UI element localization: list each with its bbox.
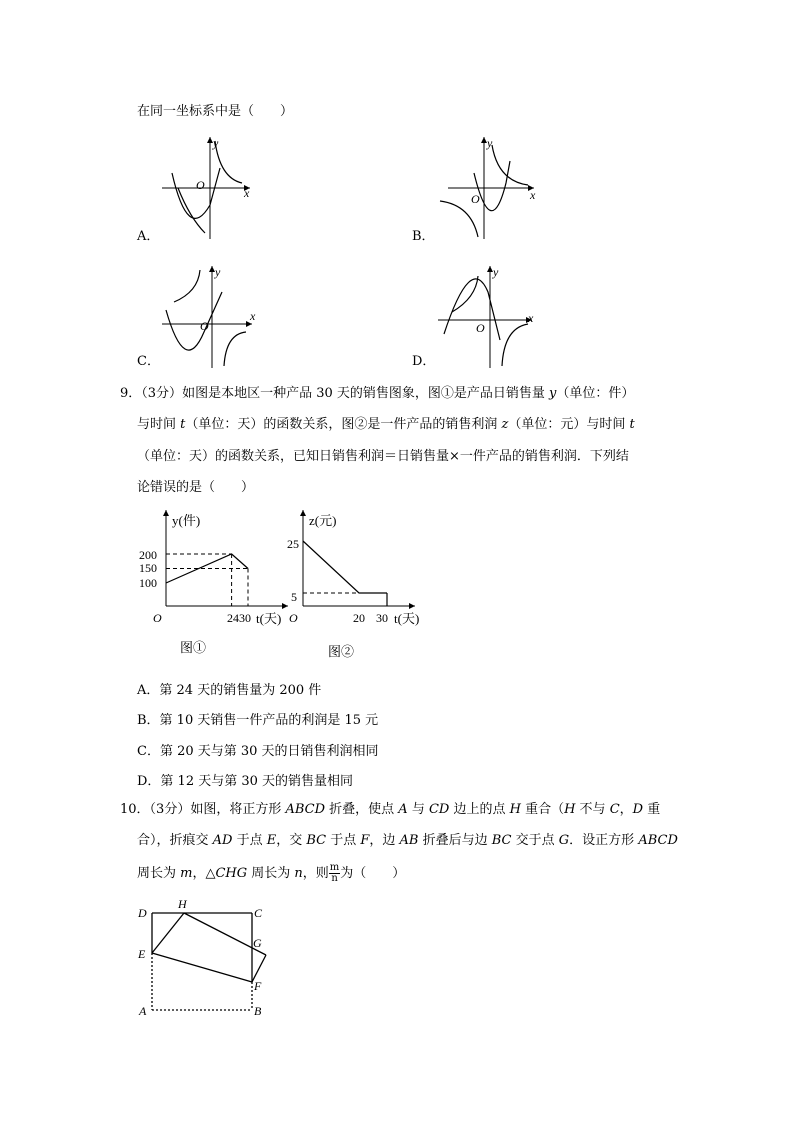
q10-figure (132, 895, 282, 1025)
chart1-ytick-100: 100 (139, 576, 157, 590)
q8a-y-label: y (213, 136, 219, 150)
q10-l2g: 交于点 (511, 833, 559, 848)
q8d-x-label: x (528, 311, 534, 325)
chart2-origin: O (289, 611, 298, 625)
q10-l2-abcd: ABCD (638, 833, 678, 848)
q10-l2-bc: BC (306, 833, 327, 848)
q10-label-d: D (138, 906, 147, 920)
q9-chart2-caption: 图② (328, 645, 355, 660)
q10-label-h: H (178, 897, 187, 911)
q10-l1d: 边上的点 (449, 802, 510, 817)
q10-l2a: 合），折痕交 (137, 833, 213, 848)
chart2-xtick-20: 20 (353, 611, 365, 625)
q10-l1f: 不与 (575, 802, 610, 817)
q10-l2h: ．设正方形 (569, 833, 639, 848)
q9-var-t2: t (629, 417, 635, 432)
q10-l1-h2: H (564, 802, 576, 817)
q10-l1-cd: CD (428, 802, 450, 817)
q10-l3b: ，△ (192, 866, 216, 881)
q10-points: （3分） (149, 802, 191, 817)
q8-graph-b (436, 133, 546, 241)
q9-number: 9． (120, 386, 142, 401)
fold-ef (152, 953, 252, 982)
chart2-series-line (303, 541, 387, 593)
q10-l1-h: H (509, 802, 521, 817)
q8b-x-label: x (530, 188, 536, 202)
q9-line1-b: （单位：件） (556, 386, 635, 401)
q10-l2c: ，交 (276, 833, 307, 848)
chart1-xlabel: t(天) (256, 611, 282, 626)
chart1-ytick-150: 150 (139, 561, 157, 575)
q9-option-c: C．第 20 天与第 30 天的日销售利润相同 (137, 744, 379, 759)
q10-l3-n: n (294, 866, 303, 881)
q10-label-e: E (138, 947, 146, 961)
q10-l3e: 为（ ） (340, 866, 406, 881)
q9-line2-c: （单位：元）与时间 (508, 417, 630, 432)
q10-l2-ad: AD (212, 833, 233, 848)
q10-frac-num: m (329, 862, 340, 873)
q10-fraction (329, 863, 340, 884)
q9-option-b: B．第 10 天销售一件产品的利润是 15 元 (137, 713, 379, 728)
q10-l1b: 折叠，使点 (325, 802, 399, 817)
q10-l3c: 周长为 (247, 866, 295, 881)
q10-label-a: A (139, 1004, 147, 1018)
q9-line1 (120, 387, 634, 400)
q10-l2f: 折叠后与边 (418, 833, 492, 848)
q9-option-a: A．第 24 天的销售量为 200 件 (137, 683, 322, 698)
q10-line2 (137, 834, 678, 847)
fold-eh (152, 913, 184, 953)
q10-l3-chg: CHG (215, 866, 248, 881)
chart2-xlabel: t(天) (394, 611, 420, 626)
q10-label-b: B (254, 1004, 262, 1018)
chart1-xtick: 2430 (227, 611, 251, 625)
q9-var-t1: t (180, 417, 186, 432)
chart2-ytick-25: 25 (287, 537, 299, 551)
q8c-origin-label: O (200, 319, 209, 333)
q10-label-f: F (254, 979, 262, 993)
q10-l1h: 重 (643, 802, 661, 817)
q8d-y-label: y (493, 265, 499, 279)
q10-l2-f: F (360, 833, 370, 848)
q9-var-y: y (549, 386, 557, 401)
q9-line4: 论错误的是（ ） (137, 480, 255, 495)
q8d-origin-label: O (476, 321, 485, 335)
chart1-ylabel: y(件) (172, 513, 201, 528)
q10-l3d: ，则 (302, 866, 329, 881)
q9-chart2 (287, 506, 437, 631)
q8-label-b: B． (412, 229, 435, 244)
q10-l1e: 重合（ (520, 802, 565, 817)
q10-l1g: ， (619, 802, 633, 817)
q10-l1-d: D (632, 802, 644, 817)
chart1-origin: O (153, 611, 162, 625)
q10-line1 (120, 803, 660, 816)
q8c-x-label: x (250, 309, 256, 323)
q10-l1c: 与 (407, 802, 429, 817)
q9-line3: （单位：天）的函数关系，已知日销售利润＝日销售量×一件产品的销售利润．下列结 (137, 449, 629, 464)
q9-line1-a: 如图是本地区一种产品 30 天的销售图象，图①是产品日销售量 (182, 386, 550, 401)
q9-points: （3分） (141, 386, 183, 401)
q9-var-z: z (501, 417, 509, 432)
q10-l2-e: E (266, 833, 277, 848)
q10-l2-bc2: BC (491, 833, 512, 848)
q10-frac-den: n (331, 873, 338, 884)
q8-label-c: C． (137, 354, 160, 369)
q10-l2d: 于点 (326, 833, 361, 848)
q9-line2-a: 与时间 (137, 417, 181, 432)
q10-number: 10． (120, 802, 150, 817)
q9-line2-b: （单位：天）的函数关系，图②是一件产品的销售利润 (185, 417, 502, 432)
q9-option-d: D．第 12 天与第 30 天的销售量相同 (137, 774, 354, 789)
chart1-series-line (166, 554, 248, 583)
q10-l1-c: C (609, 802, 620, 817)
q10-l2-ab: AB (399, 833, 419, 848)
q8-graph-a (160, 133, 260, 241)
q8-graph-d (436, 262, 546, 370)
fold-gf (252, 955, 266, 982)
q10-l2b: 于点 (232, 833, 267, 848)
q8-stem: 在同一坐标系中是（ ） (137, 104, 294, 119)
q8b-y-label: y (487, 136, 493, 150)
q9-line2 (137, 418, 635, 431)
q9-chart1-caption: 图① (180, 641, 207, 656)
q10-line3 (137, 863, 405, 884)
chart1-ytick-200: 200 (139, 548, 157, 562)
q10-l1-abcd: ABCD (285, 802, 326, 817)
q10-label-c: C (254, 906, 263, 920)
q10-l1-a-pt: A (398, 802, 408, 817)
q10-l2e: ，边 (369, 833, 400, 848)
q8b-origin-label: O (471, 192, 480, 206)
q10-l3-m: m (180, 866, 193, 881)
q9-chart1 (138, 506, 298, 631)
chart2-ytick-5: 5 (291, 590, 297, 604)
q8-graph-c (160, 262, 270, 370)
q8-label-a: A． (137, 229, 160, 244)
q10-l1a: 如图，将正方形 (190, 802, 286, 817)
q10-l2-g: G (558, 833, 570, 848)
chart2-ylabel: z(元) (309, 513, 337, 528)
q8-label-d: D． (412, 354, 436, 369)
q8c-y-label: y (215, 265, 221, 279)
chart2-xtick-30: 30 (376, 611, 388, 625)
q8a-origin-label: O (196, 178, 205, 192)
q10-label-g: G (253, 936, 262, 950)
q10-l3a: 周长为 (137, 866, 181, 881)
q8a-x-label: x (244, 186, 250, 200)
